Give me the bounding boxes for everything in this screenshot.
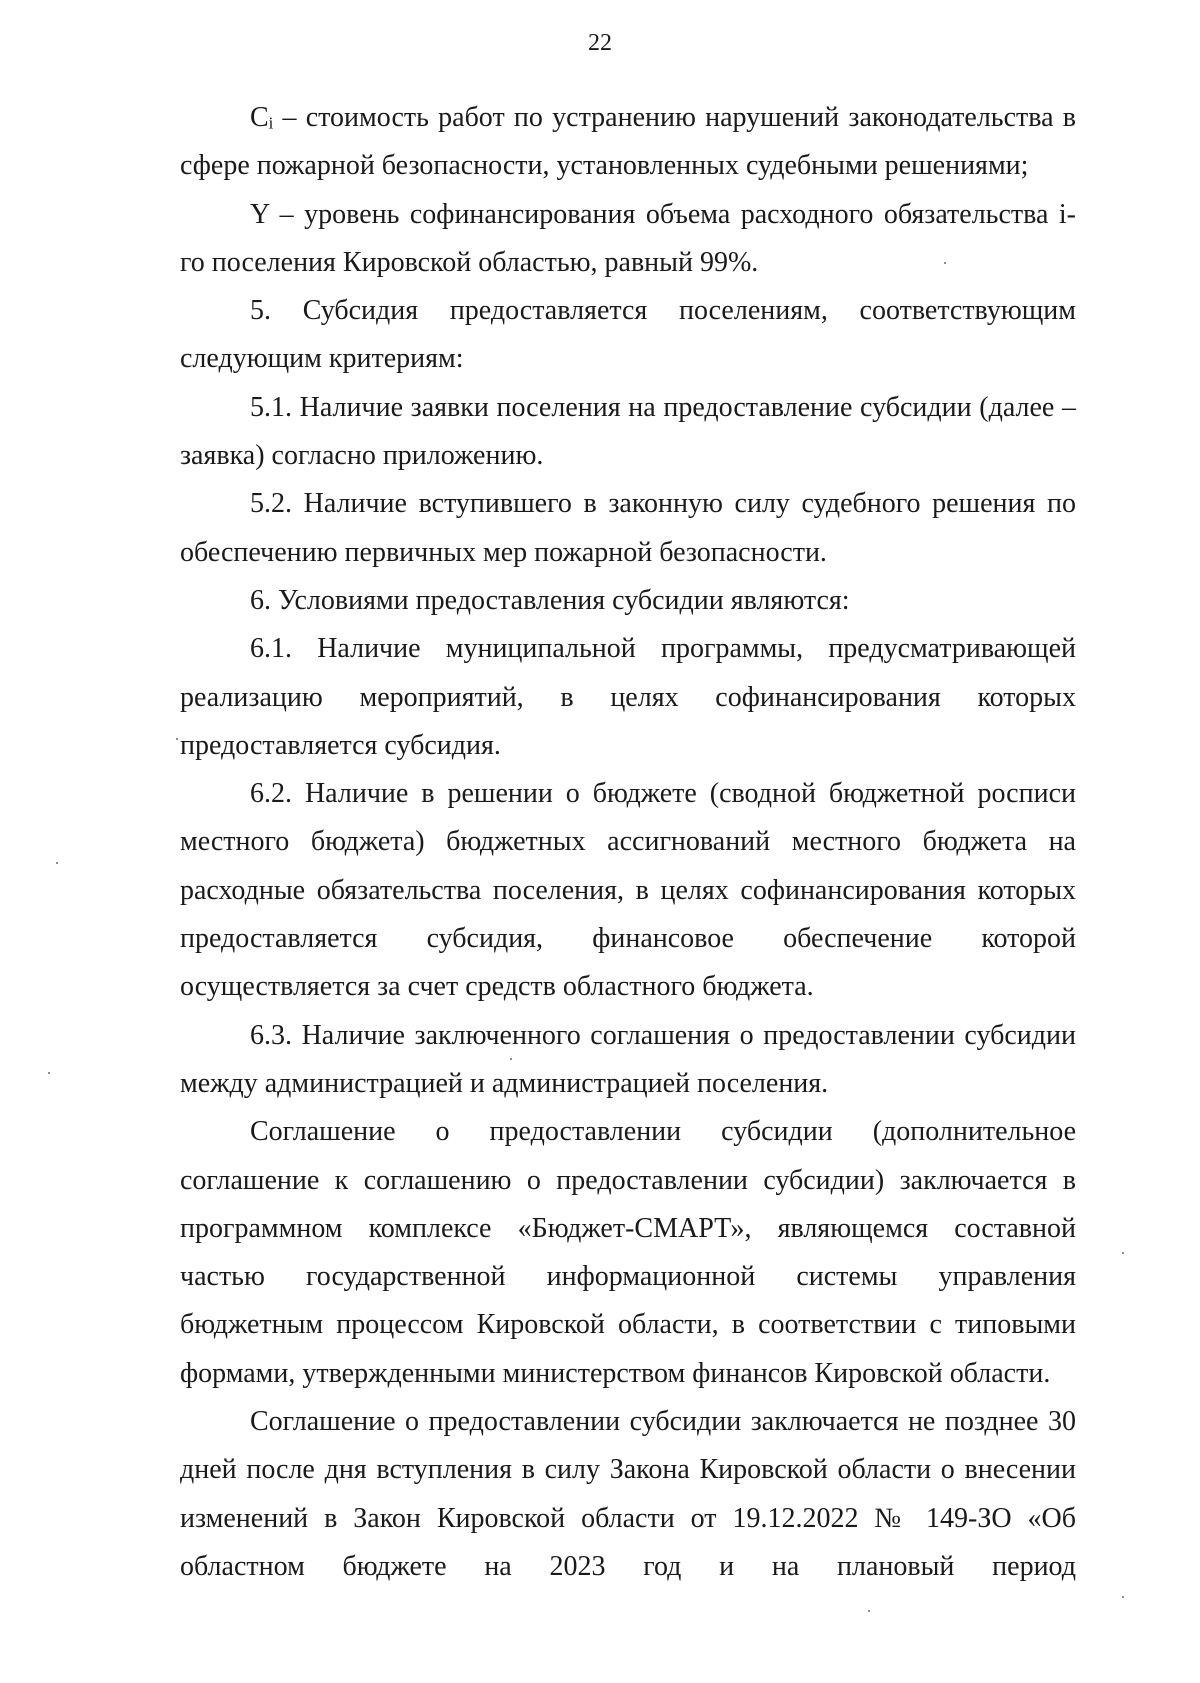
scan-speck (944, 262, 946, 264)
paragraph-item-5-2: 5.2. Наличие вступившего в законную силу судебного решения по обеспечению первичных мер пожарной безопасности. (180, 488, 1076, 568)
scan-speck (1122, 1252, 1124, 1254)
paragraph-item-5-1: 5.1. Наличие заявки поселения на предоставление субсидии (далее – заявка) согласно приложению. (180, 391, 1076, 472)
paragraph-item-6-2: 6.2. Наличие в решении о бюджете (сводной бюджетной росписи местного бюджета) бюджетных ассигнований местного бюджета на расходные обязательства поселения, в целях софинансирования которых предоставляется субсидия, финансовое обеспечение которой осуществляется за счет средств областного бюджета. (180, 778, 1076, 1003)
scan-speck (48, 1072, 50, 1074)
paragraph-ci-definition: Cᵢ – стоимость работ по устранению нарушений законодательства в сфере пожарной безопасности, установленных судебными решениями; (180, 102, 1076, 182)
paragraph-y-definition: Y – уровень софинансирования объема расходного обязательства i-го поселения Кировской областью, равный 99%. (180, 198, 1076, 278)
paragraph-item-6-3: 6.3. Наличие заключенного соглашения о предоставлении субсидии между администрацией и администрацией поселения. (180, 1019, 1076, 1099)
paragraph-item-6: 6. Условиями предоставления субсидии являются: (250, 584, 850, 616)
scan-speck (868, 1610, 870, 1612)
scan-speck (176, 738, 178, 740)
paragraph-item-6-1: 6.1. Наличие муниципальной программы, предусматривающей реализацию мероприятий, в целях софинансирования которых предоставляется субсидия. (180, 633, 1076, 761)
document-body (180, 94, 1076, 1591)
scan-speck (56, 862, 58, 864)
paragraph-item-5: 5. Субсидия предоставляется поселениям, соответствующим следующим критериям: (180, 295, 1076, 375)
scan-speck (510, 1058, 512, 1060)
page-number: 22 (588, 30, 612, 56)
paragraph-agreement-deadline: Соглашение о предоставлении субсидии заключается не позднее 30 дней после дня вступления в силу Закона Кировской области о внесении изменений в Закон Кировской области от 19.12.2022 № 149-ЗО «Об областном бюджете на 2023 год и на плановый период (180, 1406, 1076, 1582)
scan-speck (1122, 1596, 1124, 1598)
paragraph-agreement-system: Соглашение о предоставлении субсидии (дополнительное соглашение к соглашению о предоставлении субсидии) заключается в программном комплексе «Бюджет-СМАРТ», являющемся составной частью государственной информационной системы управления бюджетным процессом Кировской области, в соответствии с типовыми формами, утвержденными министерством финансов Кировской области. (180, 1116, 1076, 1389)
